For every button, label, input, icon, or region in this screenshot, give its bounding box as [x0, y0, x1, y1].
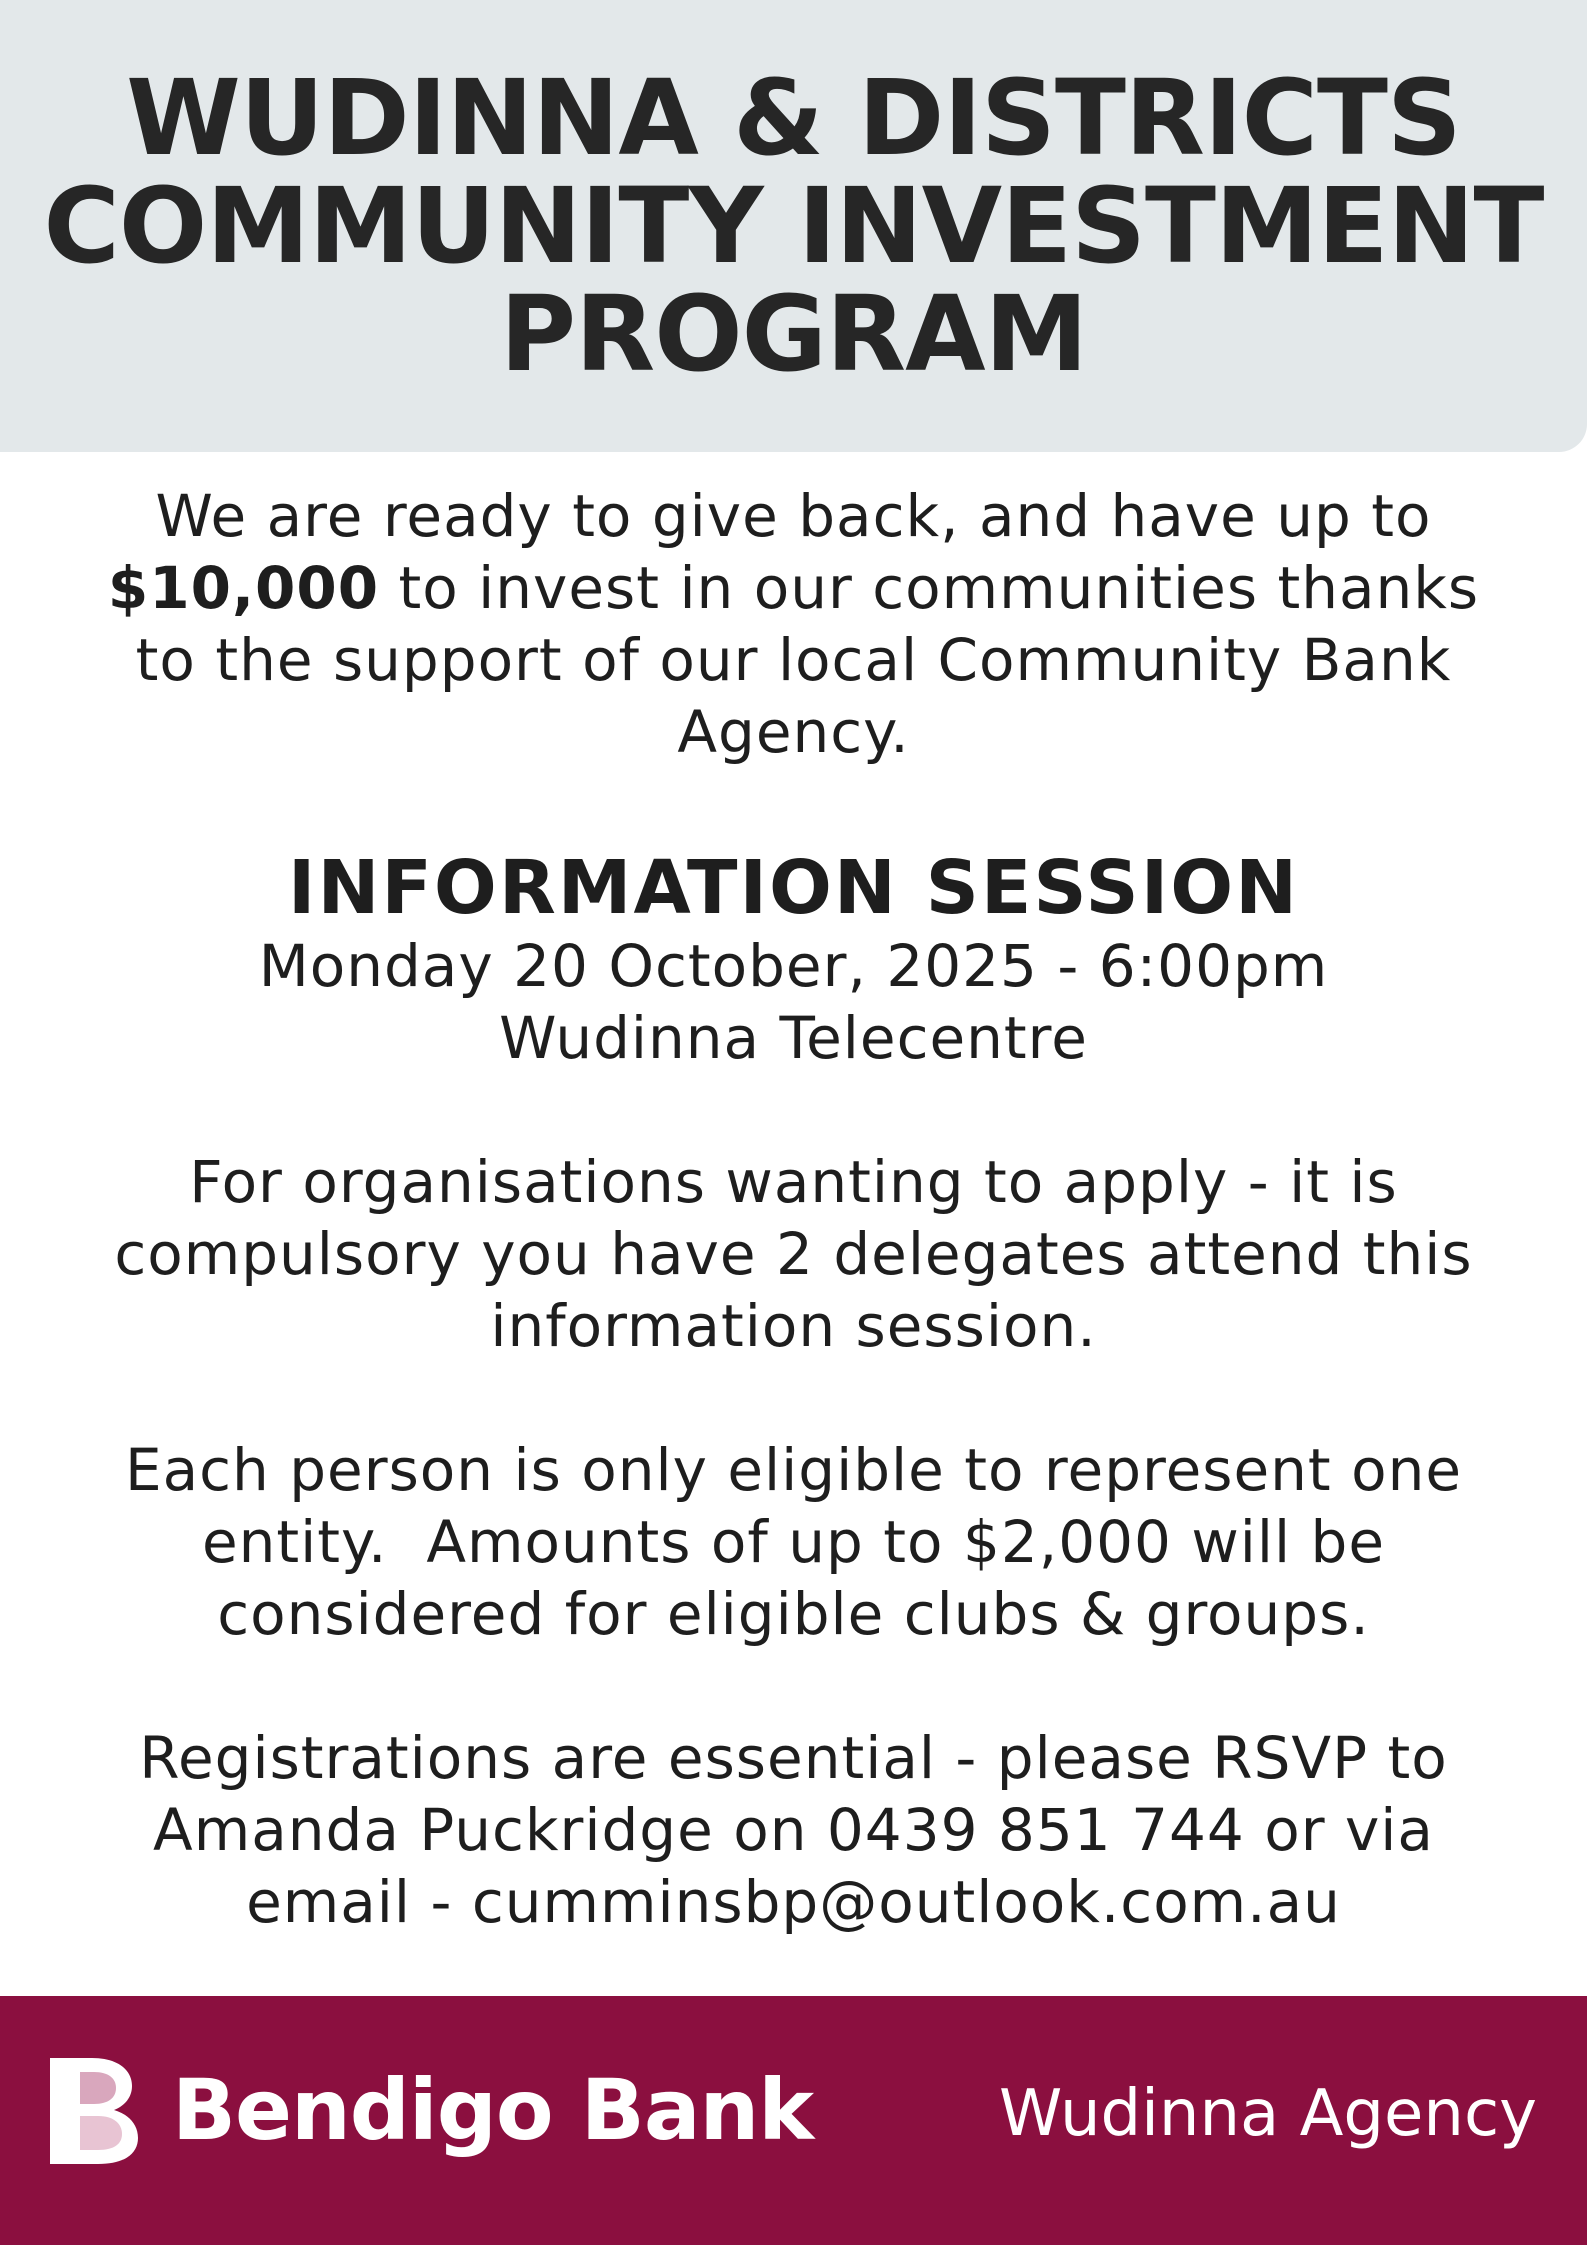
page-title-line-3: PROGRAM	[499, 273, 1088, 395]
main-content	[40, 480, 1547, 1938]
eligibility-line-2: entity. Amounts of up to $2,000 will be	[201, 1508, 1386, 1576]
registration-line-2: Amanda Puckridge on 0439 851 744 or via	[153, 1796, 1434, 1864]
intro-line-3: to the support of our local Community Bank	[135, 626, 1452, 694]
agency-name: Wudinna Agency	[998, 2077, 1537, 2151]
page-title-line-1: WUDINNA & DISTRICTS	[126, 57, 1461, 179]
requirements-paragraph	[40, 1146, 1547, 1362]
footer-banner	[0, 1996, 1587, 2245]
registration-line-1: Registrations are essential - please RSVP to	[139, 1724, 1448, 1792]
registration-paragraph	[40, 1722, 1547, 1938]
requirements-line-3: information session.	[490, 1292, 1097, 1360]
requirements-line-2: compulsory you have 2 delegates attend this	[114, 1220, 1473, 1288]
intro-line-2	[40, 552, 1547, 624]
intro-line-2-rest: to invest in our communities thanks	[379, 554, 1480, 622]
page-title-line-2: COMMUNITY INVESTMENT	[43, 165, 1544, 287]
eligibility-line-3: considered for eligible clubs & groups.	[217, 1580, 1370, 1648]
intro-line-1: We are ready to give back, and have up to	[155, 482, 1432, 550]
session-venue: Wudinna Telecentre	[499, 1004, 1088, 1072]
intro-paragraph	[40, 480, 1547, 768]
eligibility-paragraph	[40, 1434, 1547, 1650]
session-title: INFORMATION SESSION	[287, 845, 1300, 931]
bendigo-b-logo-icon	[50, 2058, 140, 2164]
session-datetime: Monday 20 October, 2025 - 6:00pm	[258, 932, 1329, 1000]
eligibility-line-1: Each person is only eligible to represent one	[124, 1436, 1463, 1504]
intro-amount: $10,000	[107, 554, 380, 622]
bank-name: Bendigo Bank	[172, 2061, 814, 2159]
session-block	[40, 846, 1547, 1074]
requirements-line-1: For organisations wanting to apply - it is	[189, 1148, 1398, 1216]
registration-line-3: email - cumminsbp@outlook.com.au	[246, 1868, 1341, 1936]
intro-line-4: Agency.	[677, 698, 910, 766]
header-banner	[0, 0, 1587, 452]
